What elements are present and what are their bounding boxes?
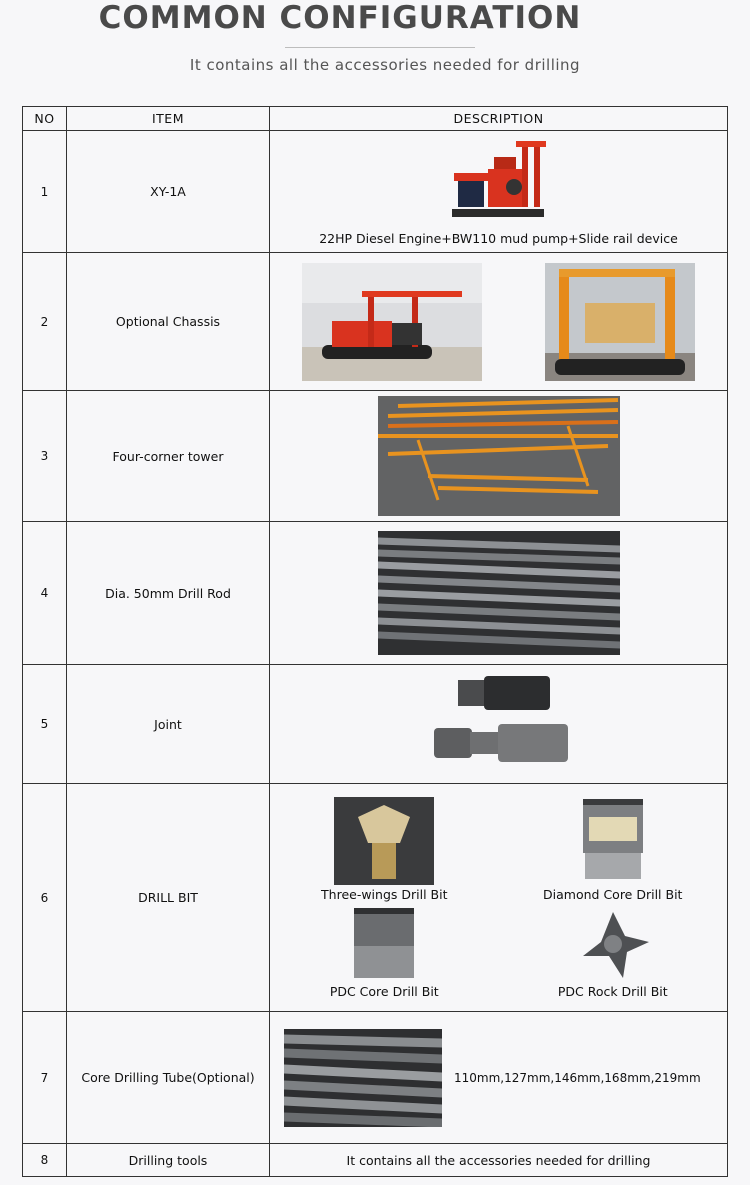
row-number: 4 [23, 522, 67, 665]
row-description-text: 22HP Diesel Engine+BW110 mud pump+Slide rail device [319, 231, 678, 246]
drill-rod-image [378, 531, 620, 655]
drilling-rig-image [444, 139, 554, 227]
table-row [23, 784, 728, 1012]
table-row [23, 522, 728, 665]
row-item: Optional Chassis [67, 253, 270, 391]
row-number: 7 [23, 1012, 67, 1144]
bit-label: PDC Core Drill Bit [329, 983, 439, 999]
row-number: 8 [23, 1144, 67, 1177]
bit-label: Three-wings Drill Bit [321, 886, 448, 902]
table-row [23, 391, 728, 522]
row-item: Four-corner tower [67, 391, 270, 522]
row-description [270, 253, 728, 391]
table-row [23, 1012, 728, 1144]
table-row [23, 665, 728, 784]
row-item: Core Drilling Tube(Optional) [67, 1012, 270, 1144]
row-number: 3 [23, 391, 67, 522]
table-row [23, 253, 728, 391]
bit-pdc-rock [499, 906, 728, 999]
bit-label: PDC Rock Drill Bit [557, 983, 668, 999]
row-description-text: 110mm,127mm,146mm,168mm,219mm [454, 1070, 701, 1085]
row-description [270, 522, 728, 665]
row-item: DRILL BIT [67, 784, 270, 1012]
three-wings-bit-image [334, 797, 434, 885]
bit-label: Diamond Core Drill Bit [543, 886, 683, 902]
table-header-row [23, 107, 728, 131]
column-header-no: NO [23, 107, 67, 131]
row-description [270, 665, 728, 784]
bit-three-wings [270, 797, 499, 902]
row-item: Dia. 50mm Drill Rod [67, 522, 270, 665]
pdc-core-bit-image [344, 906, 424, 982]
row-description [270, 131, 728, 253]
four-corner-tower-image [378, 396, 620, 516]
page-title: COMMON CONFIGURATION [98, 0, 582, 36]
row-item: Joint [67, 665, 270, 784]
table-row [23, 131, 728, 253]
row-description-text: It contains all the accessories needed for drilling [270, 1144, 728, 1177]
row-item: Drilling tools [67, 1144, 270, 1177]
row-description [270, 1012, 728, 1144]
row-description [270, 391, 728, 522]
row-number: 5 [23, 665, 67, 784]
configuration-table [22, 106, 728, 1177]
pdc-rock-bit-image [573, 906, 653, 982]
title-divider [285, 47, 475, 48]
page-subtitle: It contains all the accessories needed for drilling [189, 56, 581, 74]
row-item: XY-1A [67, 131, 270, 253]
bit-diamond-core [499, 797, 728, 902]
diamond-core-bit-image [573, 797, 653, 885]
row-description [270, 784, 728, 1012]
bit-pdc-core [270, 906, 499, 999]
column-header-item: ITEM [67, 107, 270, 131]
column-header-description: DESCRIPTION [270, 107, 728, 131]
table-row [23, 1144, 728, 1177]
crawler-chassis-image [302, 263, 482, 381]
row-number: 2 [23, 253, 67, 391]
core-drilling-tube-image [284, 1029, 442, 1127]
row-number: 6 [23, 784, 67, 1012]
joint-image [424, 674, 574, 774]
row-number: 1 [23, 131, 67, 253]
tracked-chassis-image [545, 263, 695, 381]
